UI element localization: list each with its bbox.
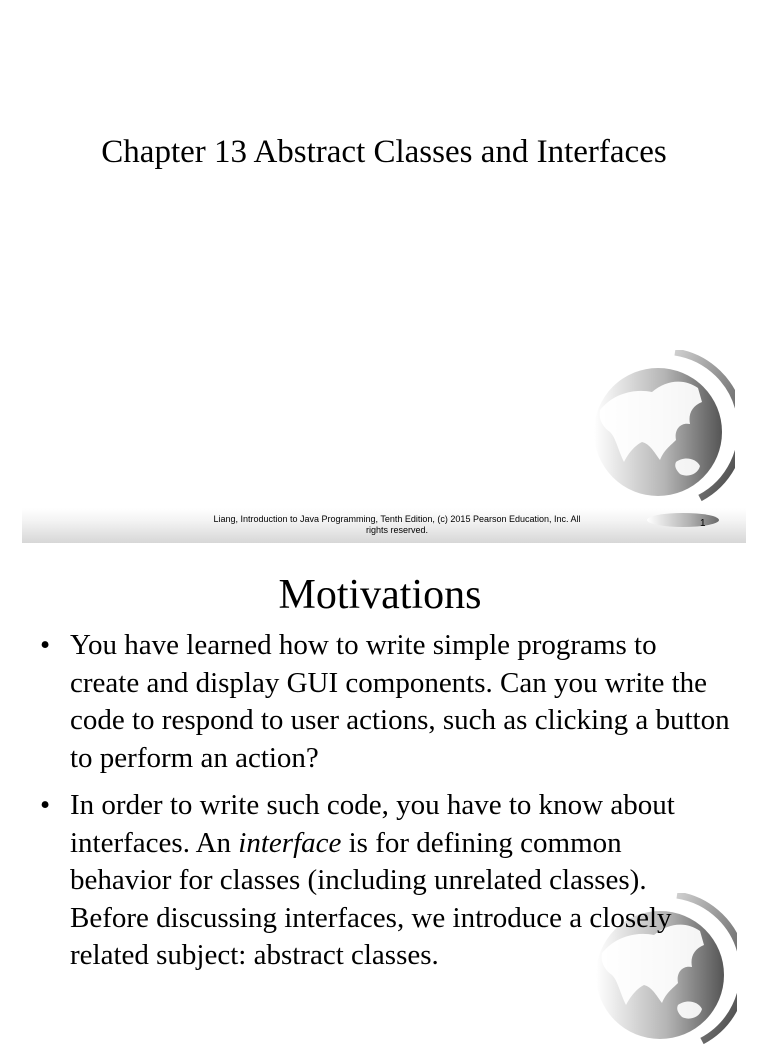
bullet-marker: • [40,629,51,661]
slide-title: Motivations [278,572,482,618]
bullet-text-after: is for defining common behavior for classes (including unrelated classes). Before discussing interfaces, we introduce a closely related subject: abstract classes. [70,826,672,971]
content-slide [0,545,768,1024]
globe-icon [580,350,735,510]
bullet-list [40,627,730,985]
bullet-marker: • [40,789,51,821]
copyright-line-1: Liang, Introduction to Java Programming, Tenth Edition, (c) 2015 Pearson Education, Inc. All [213,514,581,524]
bullet-text-before: In order to write such code, you have to know about interfaces. An [70,789,675,859]
list-item [40,787,730,975]
bullet-text: You have learned how to write simple programs to create and display GUI components. Can you write the code to respond to user actions, such as clicking a button to perform an action? [70,629,730,774]
copyright-line-2: rights reserved. [365,525,429,535]
slide-title: Chapter 13 Abstract Classes and Interfaces [101,134,667,170]
copyright-text [172,514,622,536]
bullet-emphasis: interface [238,826,342,859]
list-item [40,627,730,777]
slide-footer [22,508,746,543]
page-number: 1 [700,518,706,529]
footer-oval-decoration [647,513,719,527]
